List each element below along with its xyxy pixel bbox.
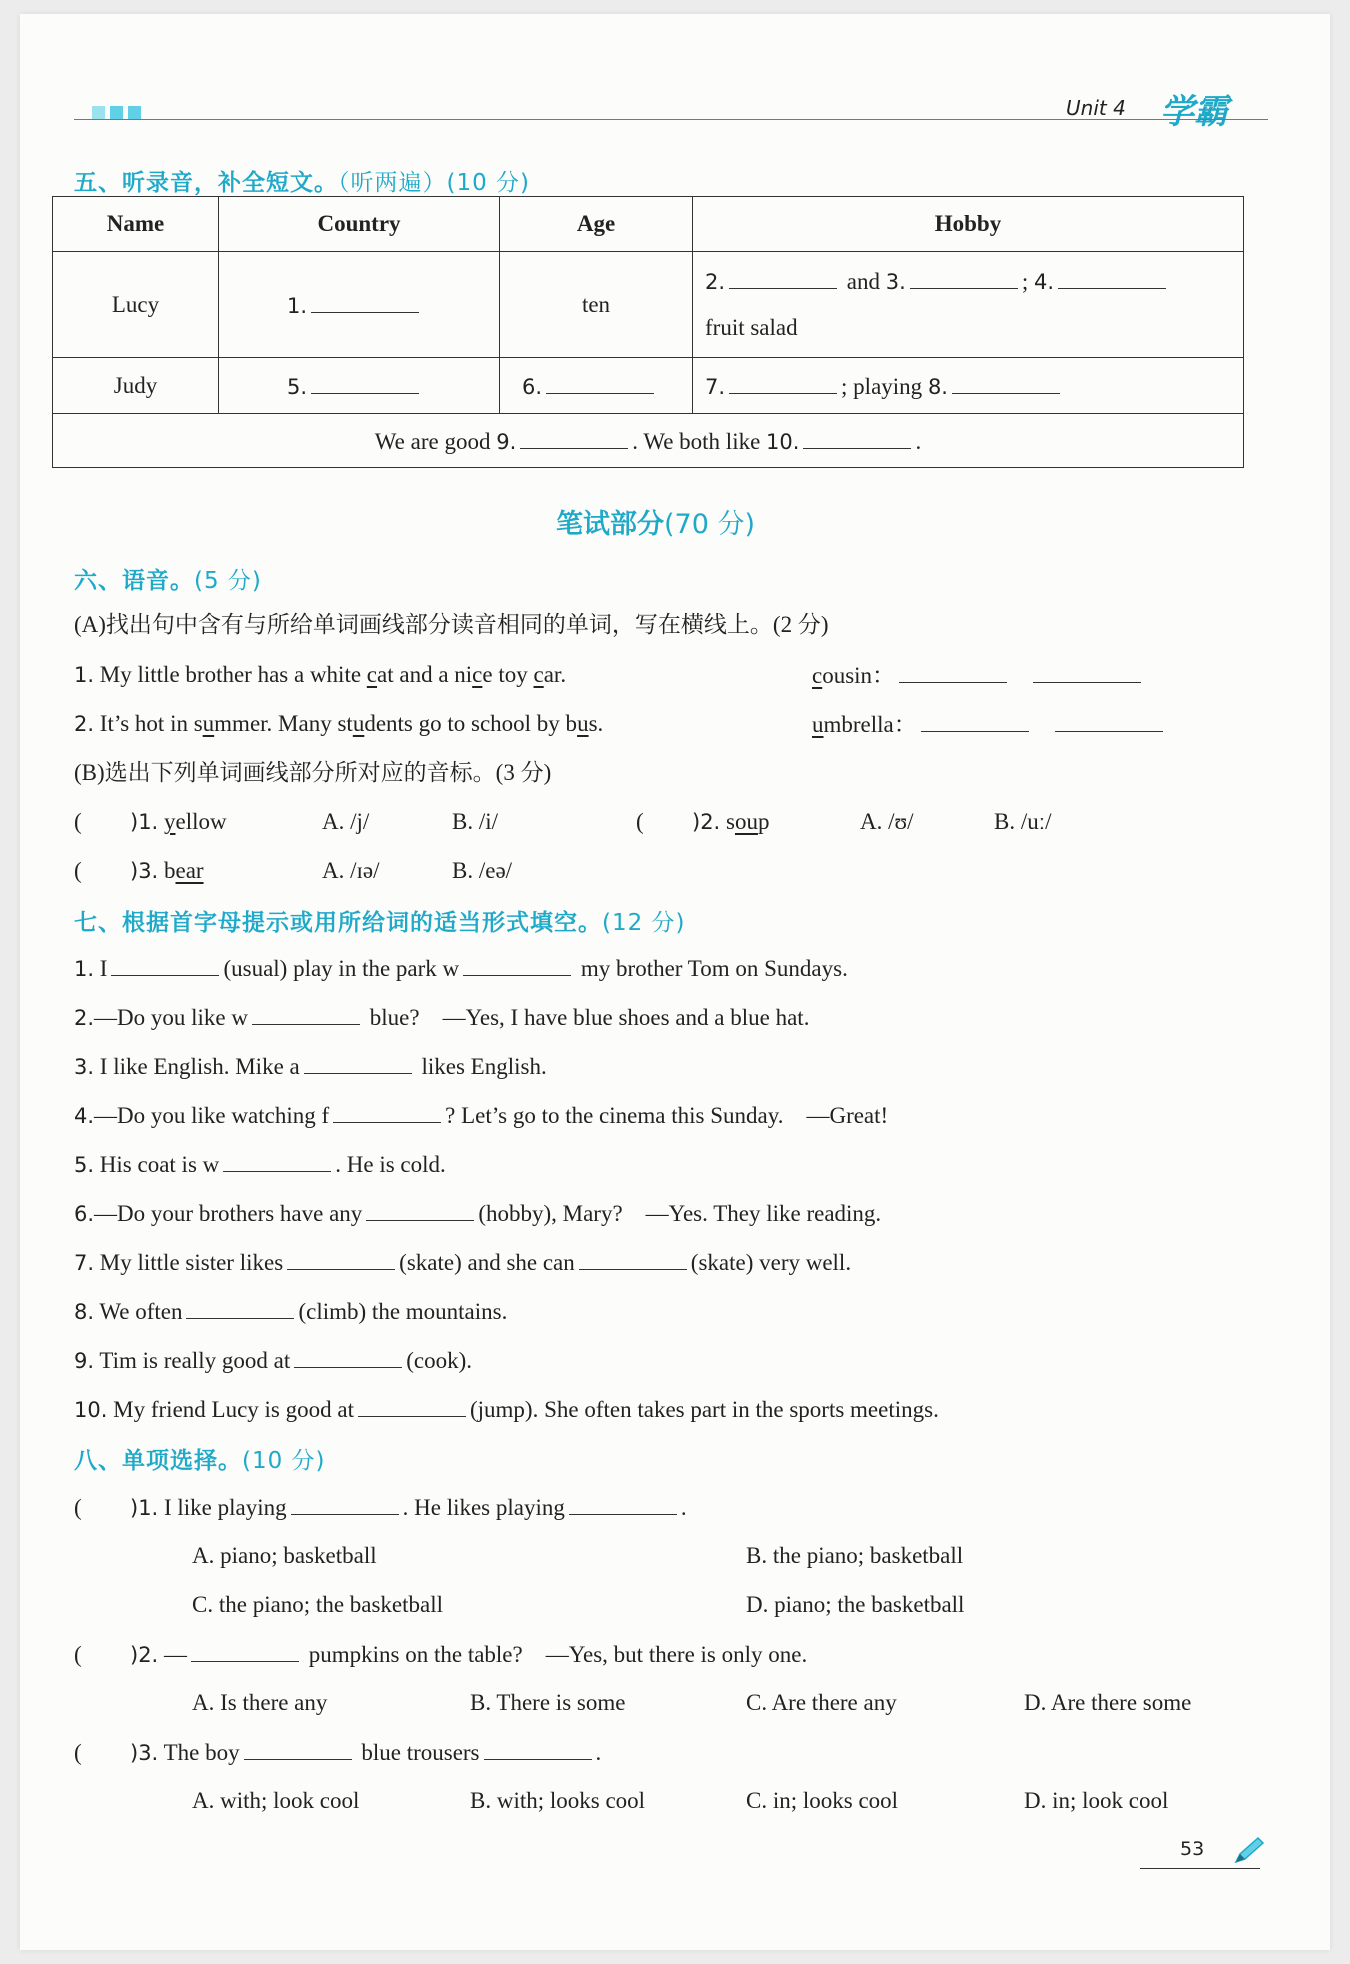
phonics-q2: 2. It’s hot in summer. Many students go to school by bus. xyxy=(74,711,604,736)
option-b: B. /eə/ xyxy=(452,858,513,883)
phonics-b2: ( )2. soup xyxy=(636,807,769,837)
col-country: Country xyxy=(219,197,500,252)
option-a: A. /ɪə/ xyxy=(322,858,380,883)
cell-country: 1. xyxy=(219,252,500,358)
blank-10[interactable] xyxy=(803,426,911,449)
fill-q3: 3. I like English. Mike a likes English. xyxy=(74,1051,547,1082)
answer-blank[interactable] xyxy=(921,709,1029,732)
answer-paren[interactable]: ( xyxy=(74,1642,82,1667)
phonics-q2-word: umbrella： xyxy=(812,709,1167,740)
answer-blank[interactable] xyxy=(294,1345,402,1368)
answer-blank[interactable] xyxy=(569,1492,677,1515)
answer-blank[interactable] xyxy=(304,1051,412,1074)
section-5-title: 五、听录音，补全短文。（听两遍）(10 分) xyxy=(74,170,531,196)
answer-blank[interactable] xyxy=(186,1296,294,1319)
answer-blank[interactable] xyxy=(252,1002,360,1025)
option-d: D. Are there some xyxy=(1024,1690,1192,1715)
fill-q7: 7. My little sister likes (skate) and she can (skate) very well. xyxy=(74,1247,851,1278)
blank-1[interactable] xyxy=(311,290,419,313)
cell-hobby: 2. and 3. ; 4. fruit salad xyxy=(693,252,1244,358)
option-a: A. /ʊ/ xyxy=(860,809,914,834)
answer-blank[interactable] xyxy=(899,660,1007,683)
option-a: A. /j/ xyxy=(322,809,370,834)
option-b: B. There is some xyxy=(470,1690,626,1715)
summary-cell: We are good 9. . We both like 10. . xyxy=(53,414,1244,468)
fill-q5: 5. His coat is w . He is cold. xyxy=(74,1149,446,1180)
option-d: D. in; look cool xyxy=(1024,1788,1169,1813)
phonics-q1-word: cousin： xyxy=(812,660,1145,691)
blank-6[interactable] xyxy=(546,371,654,394)
blank-5[interactable] xyxy=(311,371,419,394)
blank-2[interactable] xyxy=(729,266,837,289)
written-part-title: 笔试部分(70 分) xyxy=(556,509,756,540)
answer-blank[interactable] xyxy=(358,1394,466,1417)
fill-q8: 8. We often (climb) the mountains. xyxy=(74,1296,507,1327)
option-c: C. the piano; the basketball xyxy=(192,1592,444,1617)
answer-paren[interactable]: ( xyxy=(74,858,82,883)
brand-logo: 学霸 xyxy=(1160,92,1228,132)
col-name: Name xyxy=(53,197,219,252)
phonics-b1: ( )1. yellow xyxy=(74,807,227,837)
answer-blank[interactable] xyxy=(1055,709,1163,732)
header-decoration xyxy=(92,106,146,124)
answer-blank[interactable] xyxy=(223,1149,331,1172)
section-6-title: 六、语音。(5 分) xyxy=(74,568,262,594)
choice-q3: ( )3. The boy blue trousers . xyxy=(74,1737,601,1768)
choice-q2: ( )2. — pumpkins on the table? —Yes, but there is only one. xyxy=(74,1639,807,1670)
answer-blank[interactable] xyxy=(111,953,219,976)
answer-blank[interactable] xyxy=(291,1492,399,1515)
unit-label: Unit 4 xyxy=(1066,96,1126,120)
header-rule xyxy=(74,119,1268,120)
option-a: A. Is there any xyxy=(192,1690,328,1715)
cell-age: ten xyxy=(500,252,693,358)
blank-7[interactable] xyxy=(729,371,837,394)
page-number: 53 xyxy=(1180,1838,1205,1860)
fill-q10: 10. My friend Lucy is good at (jump). She often takes part in the sports meetings. xyxy=(74,1394,939,1425)
fill-q9: 9. Tim is really good at (cook). xyxy=(74,1345,472,1376)
table-row xyxy=(53,414,1244,468)
fill-q4: 4.—Do you like watching f ? Let’s go to the cinema this Sunday. —Great! xyxy=(74,1100,888,1131)
footer-rule xyxy=(1140,1868,1260,1869)
table-row xyxy=(53,358,1244,414)
answer-paren[interactable]: ( xyxy=(636,809,644,834)
fill-q2: 2.—Do you like w blue? —Yes, I have blue shoes and a blue hat. xyxy=(74,1002,809,1033)
answer-blank[interactable] xyxy=(366,1198,474,1221)
option-a: A. with; look cool xyxy=(192,1788,360,1813)
phonics-b3: ( )3. bear xyxy=(74,856,204,886)
phonics-q1: 1. My little brother has a white cat and a nice toy car. xyxy=(74,662,567,687)
option-a: A. piano; basketball xyxy=(192,1543,377,1568)
info-table xyxy=(52,196,1244,468)
option-b: B. /i/ xyxy=(452,809,499,834)
blank-9[interactable] xyxy=(520,426,628,449)
option-b: B. /uː/ xyxy=(994,809,1052,834)
cell-name: Judy xyxy=(53,358,219,414)
cell-age: 6. xyxy=(500,358,693,414)
answer-blank[interactable] xyxy=(191,1639,299,1662)
instruction-b: (B)选出下列单词画线部分所对应的音标。(3 分) xyxy=(74,760,552,785)
cell-name: Lucy xyxy=(53,252,219,358)
option-c: C. in; looks cool xyxy=(746,1788,899,1813)
instruction-a: (A)找出句中含有与所给单词画线部分读音相同的单词，写在横线上。(2 分) xyxy=(74,612,829,637)
answer-paren[interactable]: ( xyxy=(74,809,82,834)
col-age: Age xyxy=(500,197,693,252)
answer-blank[interactable] xyxy=(463,953,571,976)
answer-blank[interactable] xyxy=(579,1247,687,1270)
pencil-icon xyxy=(1232,1836,1266,1866)
fill-q1: 1. I (usual) play in the park w my brother Tom on Sundays. xyxy=(74,953,848,984)
cell-hobby: 7. ; playing 8. xyxy=(693,358,1244,414)
option-b: B. with; looks cool xyxy=(470,1788,646,1813)
answer-blank[interactable] xyxy=(287,1247,395,1270)
section-7-title: 七、根据首字母提示或用所给词的适当形式填空。(12 分) xyxy=(74,910,686,936)
cell-country: 5. xyxy=(219,358,500,414)
answer-paren[interactable]: ( xyxy=(74,1740,82,1765)
answer-blank[interactable] xyxy=(333,1100,441,1123)
answer-blank[interactable] xyxy=(244,1737,352,1760)
col-hobby: Hobby xyxy=(693,197,1244,252)
option-b: B. the piano; basketball xyxy=(746,1543,964,1568)
fill-q6: 6.—Do your brothers have any (hobby), Mary? —Yes. They like reading. xyxy=(74,1198,881,1229)
choice-q1: ( )1. I like playing . He likes playing . xyxy=(74,1492,687,1523)
answer-paren[interactable]: ( xyxy=(74,1495,82,1520)
option-c: C. Are there any xyxy=(746,1690,897,1715)
blank-3[interactable] xyxy=(910,266,1018,289)
option-d: D. piano; the basketball xyxy=(746,1592,965,1617)
section-8-title: 八、单项选择。(10 分) xyxy=(74,1448,326,1474)
table-row xyxy=(53,252,1244,358)
blank-8[interactable] xyxy=(952,371,1060,394)
blank-4[interactable] xyxy=(1058,266,1166,289)
answer-blank[interactable] xyxy=(484,1737,592,1760)
answer-blank[interactable] xyxy=(1033,660,1141,683)
